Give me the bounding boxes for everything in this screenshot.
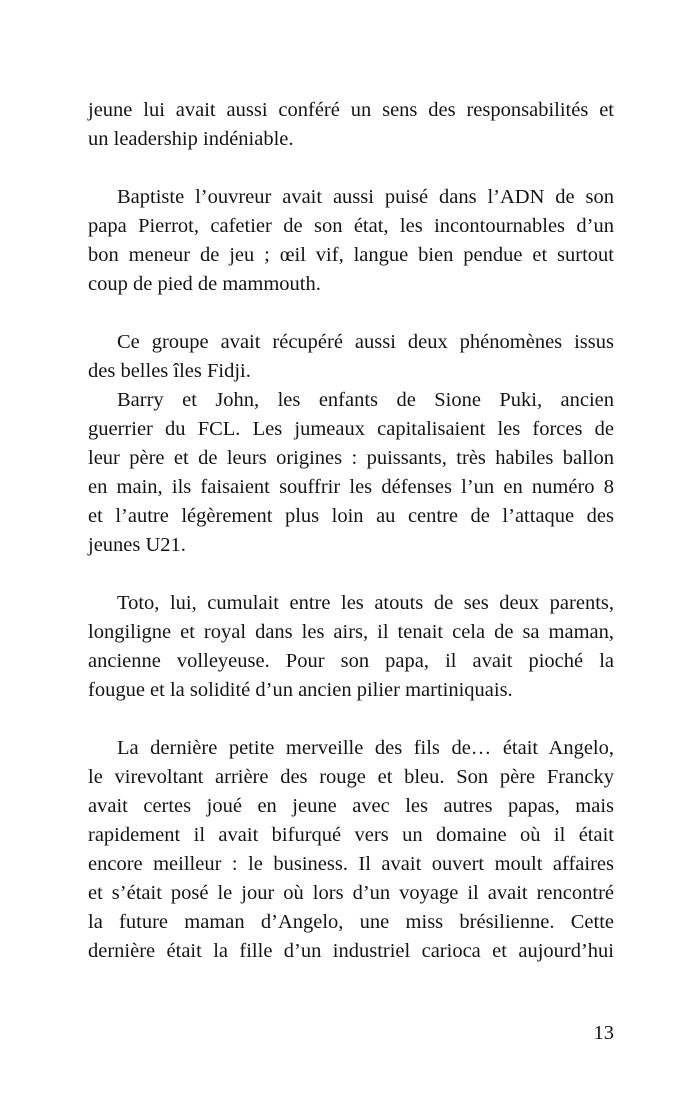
text-line: guerrier du FCL. Les jumeaux capitalisaient les forces de bbox=[88, 418, 614, 440]
text-line: jeune lui avait aussi conféré un sens des responsabilités et bbox=[88, 99, 614, 121]
text-line: fougue et la solidité d’un ancien pilier martiniquais. bbox=[88, 679, 513, 701]
text-line: papa Pierrot, cafetier de son état, les incontournables d’un bbox=[88, 215, 614, 237]
text-line: avait certes joué en jeune avec les autres papas, mais bbox=[88, 795, 614, 817]
text-line: jeunes U21. bbox=[88, 534, 186, 556]
text-line: ancienne volleyeuse. Pour son papa, il avait pioché la bbox=[88, 650, 614, 672]
text-line: encore meilleur : le business. Il avait ouvert moult affaires bbox=[88, 853, 614, 875]
text-line: le virevoltant arrière des rouge et bleu. Son père Francky bbox=[88, 766, 614, 788]
text-line: Baptiste l’ouvreur avait aussi puisé dans l’ADN de son bbox=[117, 186, 614, 208]
text-line: des belles îles Fidji. bbox=[88, 360, 251, 382]
text-line: et l’autre légèrement plus loin au centre de l’attaque des bbox=[88, 505, 614, 527]
text-line: La dernière petite merveille des fils de… était Angelo, bbox=[117, 737, 614, 759]
text-line: la future maman d’Angelo, une miss brésilienne. Cette bbox=[88, 911, 614, 933]
text-line: coup de pied de mammouth. bbox=[88, 273, 321, 295]
text-line: en main, ils faisaient souffrir les défenses l’un en numéro 8 bbox=[88, 476, 614, 498]
text-line: bon meneur de jeu ; œil vif, langue bien pendue et surtout bbox=[88, 244, 614, 266]
text-line: Toto, lui, cumulait entre les atouts de ses deux parents, bbox=[117, 592, 614, 614]
text-line: Barry et John, les enfants de Sione Puki, ancien bbox=[117, 389, 614, 411]
text-line: longiligne et royal dans les airs, il tenait cela de sa maman, bbox=[88, 621, 614, 643]
text-line: leur père et de leurs origines : puissants, très habiles ballon bbox=[88, 447, 614, 469]
text-line: dernière était la fille d’un industriel carioca et aujourd’hui bbox=[88, 940, 614, 962]
text-line: et s’était posé le jour où lors d’un voyage il avait rencontré bbox=[88, 882, 614, 904]
text-line: un leadership indéniable. bbox=[88, 128, 294, 150]
text-line: Ce groupe avait récupéré aussi deux phénomènes issus bbox=[117, 331, 614, 353]
text-line: rapidement il avait bifurqué vers un domaine où il était bbox=[88, 824, 614, 846]
page-number: 13 bbox=[593, 1022, 614, 1044]
